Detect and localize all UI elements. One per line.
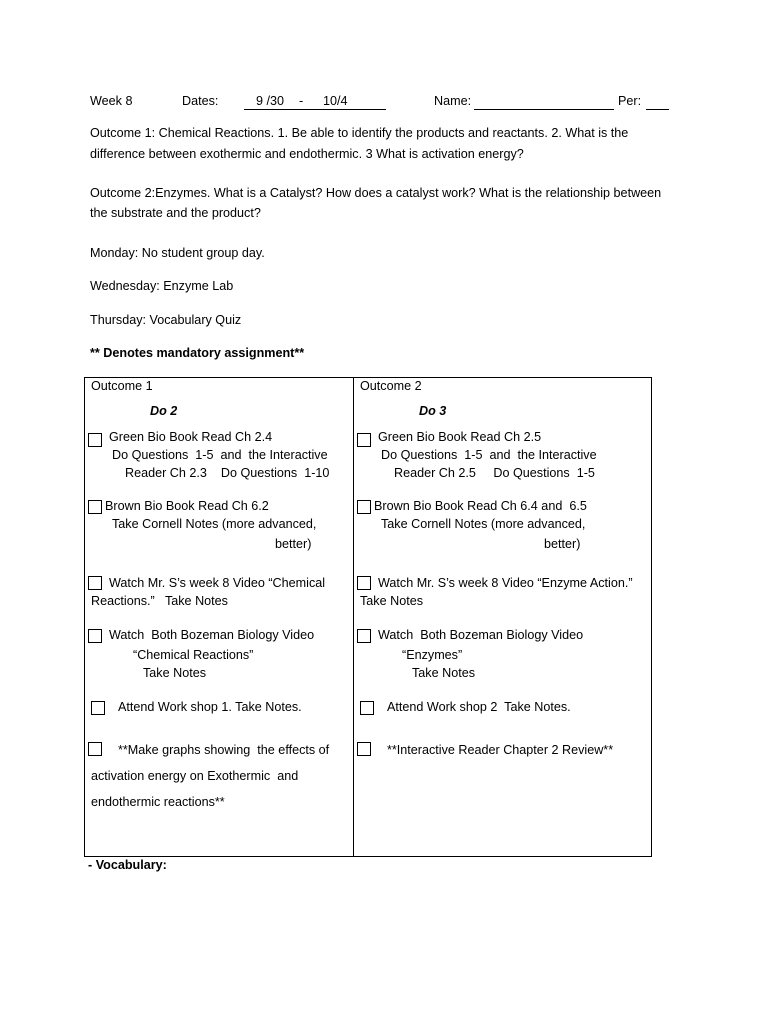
date-underline [244, 109, 386, 110]
outcome-1-column [85, 378, 354, 857]
outcome-1-line-2: difference between exothermic and endothermic. 3 What is activation energy? [90, 146, 524, 161]
name-label: Name: [434, 94, 472, 108]
checkbox-o1-bozeman-video[interactable] [88, 629, 102, 643]
checkbox-o2-workshop[interactable] [360, 701, 374, 715]
outcome-2-do-count: Do 3 [419, 404, 447, 418]
o2-mrs-video-line2: Take Notes [360, 594, 423, 608]
date-start: 9 /30 [256, 94, 285, 108]
outcome-2-description [90, 185, 661, 223]
o2-bozeman-line1: Watch Both Bozeman Biology Video [378, 628, 584, 642]
checkbox-o2-mrs-video[interactable] [357, 576, 371, 590]
o1-bozeman-line1: Watch Both Bozeman Biology Video [109, 628, 315, 642]
checkbox-o2-green-book[interactable] [357, 433, 371, 447]
o2-mrs-video-line1: Watch Mr. S’s week 8 Video “Enzyme Action.” [378, 576, 633, 590]
date-separator: - [299, 94, 304, 108]
outcome-1-do-count: Do 2 [150, 404, 178, 418]
o2-green-book-line1: Green Bio Book Read Ch 2.5 [378, 430, 542, 444]
o1-green-book-line1: Green Bio Book Read Ch 2.4 [109, 430, 273, 444]
checkbox-o1-workshop[interactable] [91, 701, 105, 715]
o2-brown-book-line2: Take Cornell Notes (more advanced, [381, 517, 586, 531]
checkbox-o2-brown-book[interactable] [357, 500, 371, 514]
o2-green-book-line3: Reader Ch 2.5 Do Questions 1-5 [394, 466, 595, 480]
outcome-1-line-1: Outcome 1: Chemical Reactions. 1. Be able to identify the products and reactants. 2. What is the [90, 126, 629, 140]
o2-green-book-line2: Do Questions 1-5 and the Interactive [381, 448, 597, 462]
assignment-table [84, 377, 652, 857]
checkbox-o1-mrs-video[interactable] [88, 576, 102, 590]
period-label: Per: [618, 94, 642, 108]
checkbox-o1-graphs[interactable] [88, 742, 102, 756]
o1-graphs-line3: endothermic reactions** [91, 795, 225, 809]
checkbox-o2-review[interactable] [357, 742, 371, 756]
o2-workshop-label: Attend Work shop 2 Take Notes. [387, 700, 571, 714]
week-label: Week 8 [90, 94, 133, 108]
o2-bozeman-line2: “Enzymes” [402, 648, 463, 662]
outcome-2-line-1: Outcome 2:Enzymes. What is a Catalyst? How does a catalyst work? What is the relationship between [90, 186, 662, 200]
o1-bozeman-line2: “Chemical Reactions” [133, 648, 254, 662]
o1-mrs-video-line2: Reactions.” Take Notes [91, 594, 228, 608]
o1-bozeman-line3: Take Notes [143, 666, 206, 680]
schedule-wednesday: Wednesday: Enzyme Lab [90, 279, 234, 293]
schedule-thursday: Thursday: Vocabulary Quiz [90, 313, 242, 327]
checkbox-o2-bozeman-video[interactable] [357, 629, 371, 643]
vocabulary-label: - Vocabulary: [88, 858, 167, 872]
date-end: 10/4 [323, 94, 348, 108]
period-underline [646, 109, 669, 110]
outcome-2-line-2: the substrate and the product? [90, 205, 261, 220]
o1-brown-book-line2: Take Cornell Notes (more advanced, [112, 517, 317, 531]
schedule-monday: Monday: No student group day. [90, 246, 265, 260]
o1-brown-book-line3: better) [275, 537, 312, 551]
o1-green-book-line2: Do Questions 1-5 and the Interactive [112, 448, 328, 462]
name-underline [474, 109, 614, 110]
o1-mrs-video-line1: Watch Mr. S’s week 8 Video “Chemical [109, 576, 326, 590]
outcome-2-column [354, 378, 652, 857]
o2-review-label: **Interactive Reader Chapter 2 Review** [387, 743, 614, 757]
o2-bozeman-line3: Take Notes [412, 666, 475, 680]
outcome-1-title: Outcome 1 [91, 379, 153, 393]
o1-brown-book-line1: Brown Bio Book Read Ch 6.2 [105, 499, 269, 513]
outcome-2-title: Outcome 2 [360, 379, 422, 393]
o2-brown-book-line1: Brown Bio Book Read Ch 6.4 and 6.5 [374, 499, 587, 513]
checkbox-o1-brown-book[interactable] [88, 500, 102, 514]
outcome-1-description [90, 125, 628, 164]
o1-workshop-label: Attend Work shop 1. Take Notes. [118, 700, 302, 714]
o1-green-book-line3: Reader Ch 2.3 Do Questions 1-10 [125, 466, 330, 480]
checkbox-o1-green-book[interactable] [88, 433, 102, 447]
o1-graphs-line2: activation energy on Exothermic and [91, 769, 299, 783]
dates-label: Dates: [182, 94, 219, 108]
o2-brown-book-line3: better) [544, 537, 581, 551]
o1-graphs-line1: **Make graphs showing the effects of [118, 743, 330, 757]
mandatory-note: ** Denotes mandatory assignment** [90, 346, 305, 360]
